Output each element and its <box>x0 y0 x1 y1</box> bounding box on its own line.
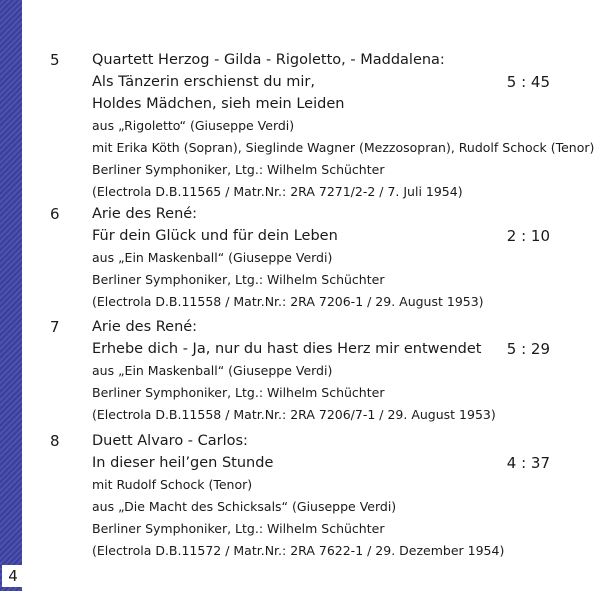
track-detail-line: Berliner Symphoniker, Ltg.: Wilhelm Schüchter <box>92 385 385 400</box>
track-title-line: Arie des René: <box>92 319 198 335</box>
booklet-spine <box>0 0 22 591</box>
page-number: 4 <box>2 565 24 587</box>
track-detail-line: Berliner Symphoniker, Ltg.: Wilhelm Schüchter <box>92 521 385 536</box>
track-detail-line: aus „Ein Maskenball“ (Giuseppe Verdi) <box>92 250 333 265</box>
track-detail-line: aus „Die Macht des Schicksals“ (Giuseppe Verdi) <box>92 499 397 514</box>
track-title-line: Holdes Mädchen, sieh mein Leiden <box>92 96 345 112</box>
track-detail-line: Berliner Symphoniker, Ltg.: Wilhelm Schüchter <box>92 272 385 287</box>
track-number: 7 <box>50 318 60 336</box>
track-number: 6 <box>50 205 60 223</box>
track-detail-line: Berliner Symphoniker, Ltg.: Wilhelm Schüchter <box>92 162 385 177</box>
track-title-line: Duett Alvaro - Carlos: <box>92 433 248 449</box>
track-title-line: In dieser heil’gen Stunde <box>92 455 274 471</box>
track-title-line: Arie des René: <box>92 206 198 222</box>
track-detail-line: (Electrola D.B.11558 / Matr.Nr.: 2RA 7206/7-1 / 29. August 1953) <box>92 407 496 422</box>
track-detail-line: aus „Rigoletto“ (Giuseppe Verdi) <box>92 118 295 133</box>
track-title-line: Als Tänzerin erschienst du mir, <box>92 74 315 90</box>
track-title-line: Quartett Herzog - Gilda - Rigoletto, - Maddalena: <box>92 52 445 68</box>
track-number: 5 <box>50 51 60 69</box>
track-detail-line: (Electrola D.B.11565 / Matr.Nr.: 2RA 7271/2-2 / 7. Juli 1954) <box>92 184 463 199</box>
track-detail-line: mit Erika Köth (Sopran), Sieglinde Wagner (Mezzosopran), Rudolf Schock (Tenor) <box>92 140 595 155</box>
track-duration: 5 : 45 <box>506 73 550 91</box>
track-title-line: Für dein Glück und für dein Leben <box>92 228 338 244</box>
track-duration: 2 : 10 <box>506 227 550 245</box>
track-title-line: Erhebe dich - Ja, nur du hast dies Herz mir entwendet <box>92 341 482 357</box>
track-number: 8 <box>50 432 60 450</box>
track-duration: 5 : 29 <box>506 340 550 358</box>
track-detail-line: (Electrola D.B.11558 / Matr.Nr.: 2RA 7206-1 / 29. August 1953) <box>92 294 484 309</box>
track-detail-line: aus „Ein Maskenball“ (Giuseppe Verdi) <box>92 363 333 378</box>
track-duration: 4 : 37 <box>506 454 550 472</box>
track-detail-line: (Electrola D.B.11572 / Matr.Nr.: 2RA 7622-1 / 29. Dezember 1954) <box>92 543 505 558</box>
track-detail-line: mit Rudolf Schock (Tenor) <box>92 477 253 492</box>
